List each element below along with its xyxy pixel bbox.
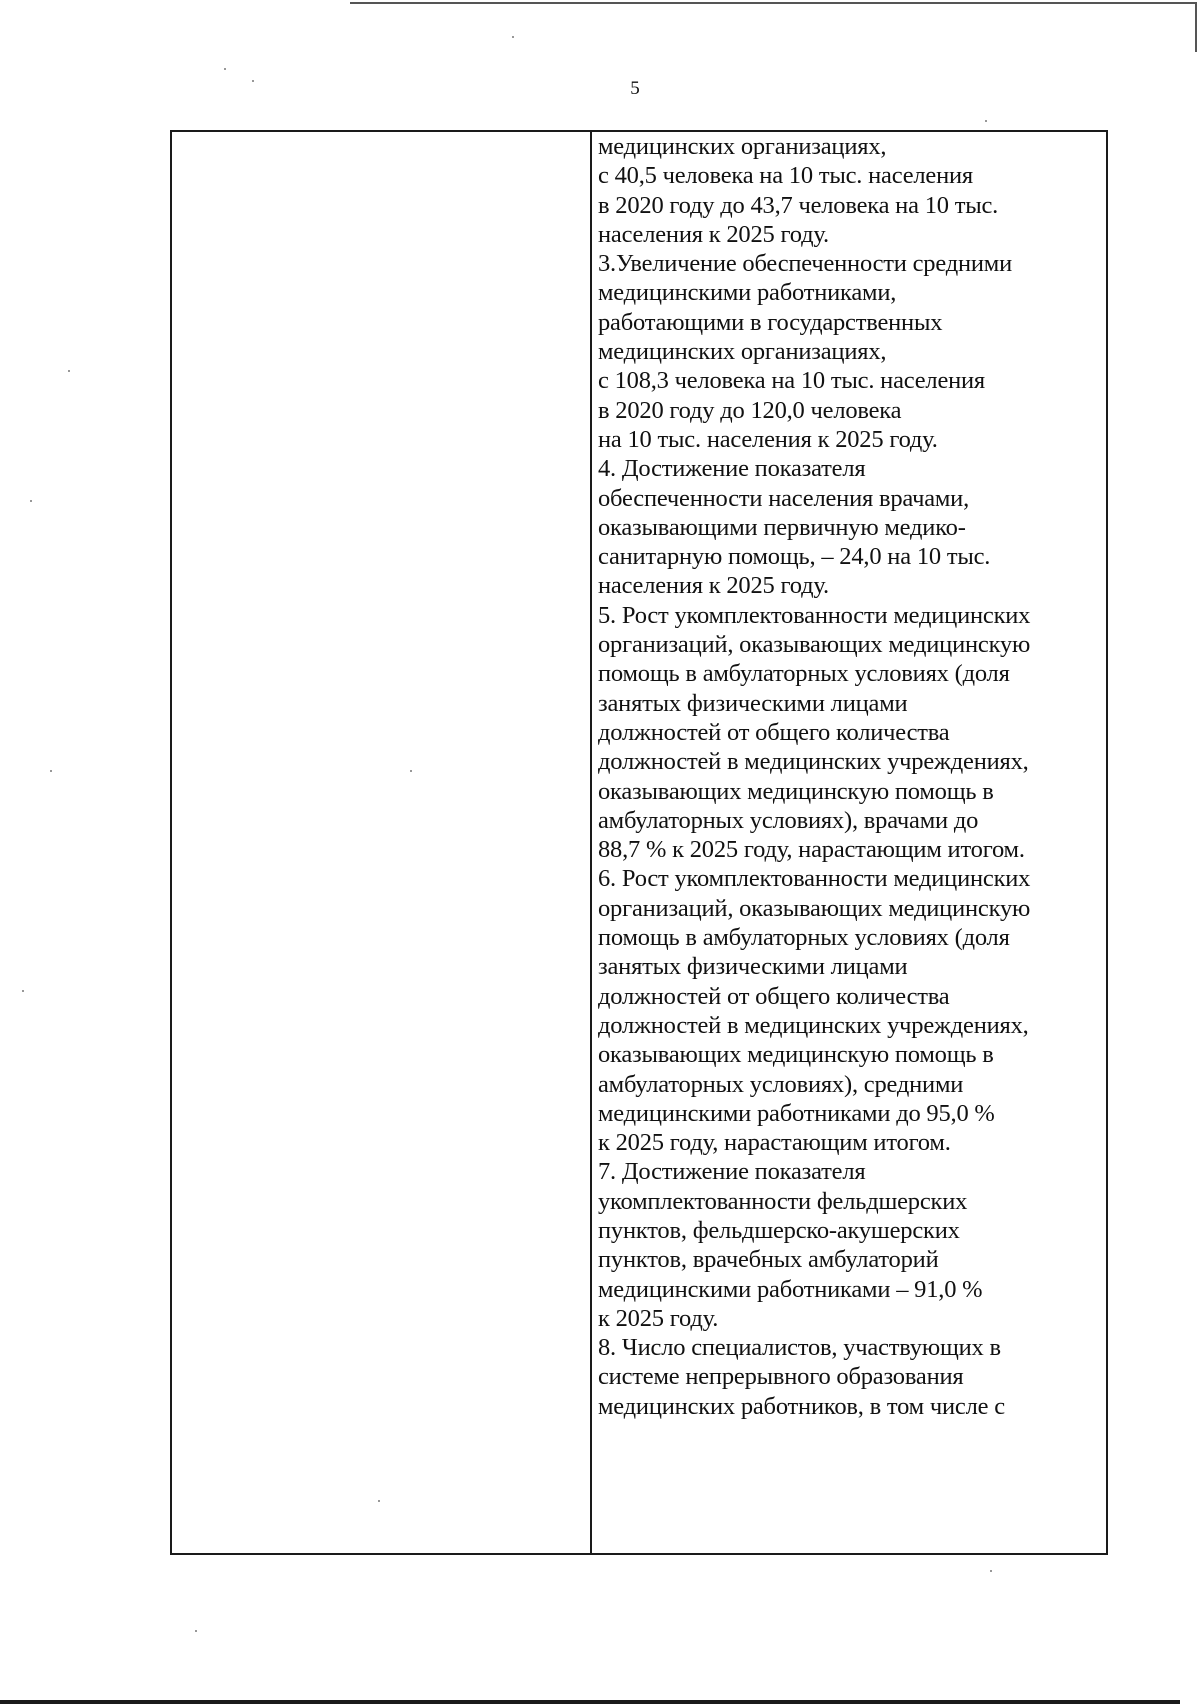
table-cell-text-line: 88,7 % к 2025 году, нарастающим итогом. — [598, 836, 1025, 864]
table-cell-text-line: 6. Рост укомплектованности медицинских — [598, 865, 1031, 893]
table-cell-text-line: обеспеченности населения врачами, — [598, 484, 970, 512]
scan-speck — [990, 1570, 992, 1572]
scan-speck — [985, 120, 987, 122]
table-cell-text-line: оказывающих медицинскую помощь в — [598, 777, 994, 805]
scan-speck — [224, 68, 226, 70]
table-cell-text-line: укомплектованности фельдшерских — [598, 1187, 968, 1215]
scan-speck — [252, 80, 254, 82]
scan-speck — [22, 990, 24, 992]
table-cell-text-line: помощь в амбулаторных условиях (доля — [598, 924, 1010, 952]
table-cell-text-line: медицинскими работниками до 95,0 % — [598, 1099, 995, 1127]
table-cell-text-line: медицинскими работниками, — [598, 279, 897, 307]
scan-speck — [195, 1630, 197, 1632]
table-cell-text-line: к 2025 году. — [598, 1304, 719, 1332]
table-right-cell — [598, 132, 1104, 1553]
scan-edge-corner — [1195, 2, 1197, 52]
scan-speck — [512, 36, 514, 38]
scan-speck — [68, 370, 70, 372]
scan-speck — [378, 1500, 380, 1502]
table-cell-text-line: должностей от общего количества — [598, 982, 950, 1010]
table-cell-text-line: к 2025 году, нарастающим итогом. — [598, 1129, 951, 1157]
table-cell-text-line: медицинских организациях, — [598, 338, 887, 366]
table-cell-text-line: в 2020 году до 120,0 человека — [598, 396, 902, 424]
table-cell-text-line: медицинских организациях, — [598, 133, 887, 160]
table-cell-text-line: населения к 2025 году. — [598, 220, 829, 248]
table-cell-text-line: должностей от общего количества — [598, 718, 950, 746]
table-cell-text-line: санитарную помощь, – 24,0 на 10 тыс. — [598, 543, 991, 571]
table-cell-text-line: населения к 2025 году. — [598, 572, 829, 600]
table-cell-text-line: с 108,3 человека на 10 тыс. населения — [598, 367, 986, 395]
table-cell-text-line: медицинских работников, в том числе с — [598, 1392, 1005, 1420]
table-cell-text-line: работающими в государственных — [598, 308, 943, 336]
scan-edge-line-bottom — [0, 1700, 1180, 1704]
scan-speck — [30, 500, 32, 502]
scan-speck — [50, 770, 52, 772]
table-cell-text-line: с 40,5 человека на 10 тыс. населения — [598, 162, 973, 190]
table-cell-text-line: амбулаторных условиях), врачами до — [598, 806, 979, 834]
table-cell-text-line: на 10 тыс. населения к 2025 году. — [598, 425, 938, 453]
scan-edge-line-top — [350, 2, 1196, 4]
table-cell-text-line: занятых физическими лицами — [598, 953, 908, 981]
table-cell-text-line: занятых физическими лицами — [598, 689, 908, 717]
table-cell-text-line: в 2020 году до 43,7 человека на 10 тыс. — [598, 191, 999, 219]
table-cell-text-line: организаций, оказывающих медицинскую — [598, 894, 1031, 922]
table-cell-text-line: пунктов, фельдшерско-акушерских — [598, 1216, 960, 1244]
table-cell-text-line: организаций, оказывающих медицинскую — [598, 631, 1031, 659]
table-cell-text-line: должностей в медицинских учреждениях, — [598, 748, 1029, 776]
table-cell-text-line: 8. Число специалистов, участвующих в — [598, 1334, 1001, 1362]
scan-speck — [410, 770, 412, 772]
table-cell-text-line: оказывающими первичную медико- — [598, 513, 966, 541]
table-cell-text-line: 5. Рост укомплектованности медицинских — [598, 601, 1031, 629]
table-cell-text-line: амбулаторных условиях), средними — [598, 1070, 964, 1098]
page-number: 5 — [630, 78, 640, 99]
table-cell-text-line: 3.Увеличение обеспеченности средними — [598, 250, 1013, 278]
table-cell-text-line: оказывающих медицинскую помощь в — [598, 1041, 994, 1069]
table-cell-text-line: 4. Достижение показателя — [598, 455, 866, 483]
table-cell-text-line: должностей в медицинских учреждениях, — [598, 1011, 1029, 1039]
document-table — [170, 130, 1108, 1555]
table-cell-text-line: системе непрерывного образования — [598, 1363, 964, 1391]
table-cell-text-line: пунктов, врачебных амбулаторий — [598, 1246, 939, 1274]
table-column-divider — [590, 132, 592, 1553]
table-cell-text-line: помощь в амбулаторных условиях (доля — [598, 660, 1010, 688]
table-cell-text-line: медицинскими работниками – 91,0 % — [598, 1275, 983, 1303]
table-cell-text-line: 7. Достижение показателя — [598, 1158, 866, 1186]
